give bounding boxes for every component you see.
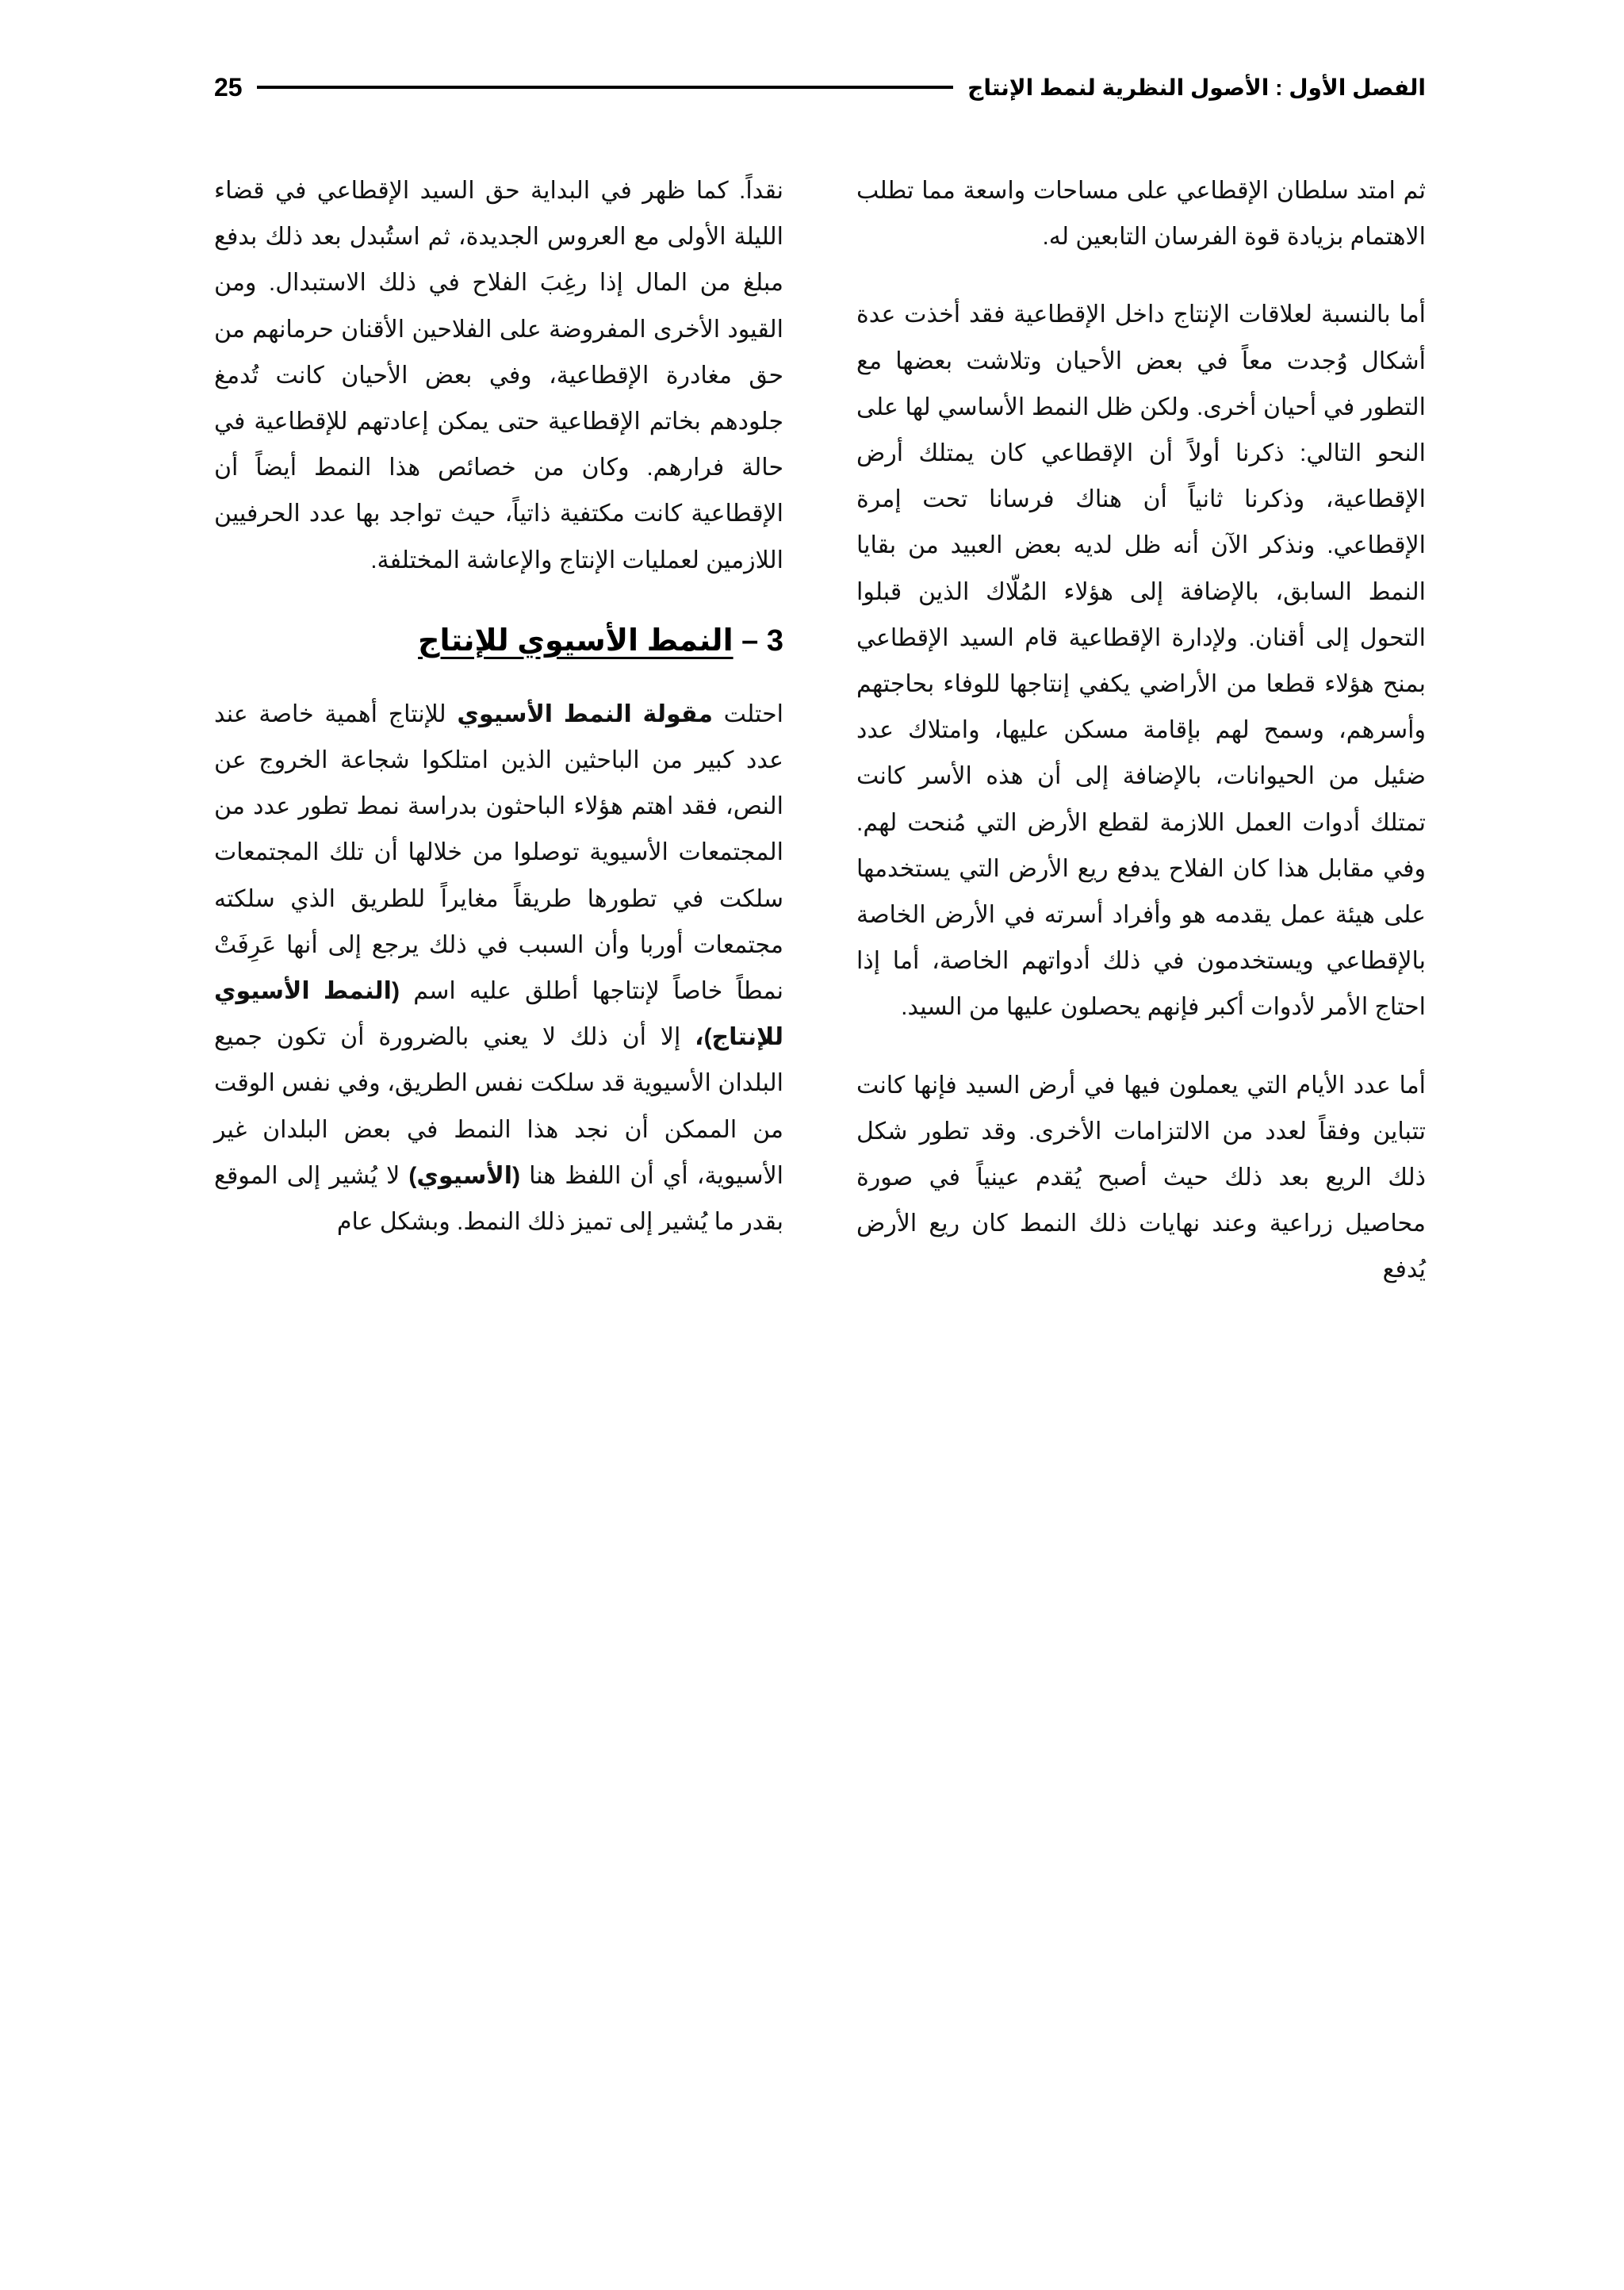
right-column: [856, 168, 1426, 1294]
paragraph: نقداً. كما ظهر في البداية حق السيد الإقطاعي في قضاء الليلة الأولى مع العروس الجديدة، ثم استُبدل بعد ذلك بدفع مبلغ من المال إذا رغِبَ الفلاح في ذلك الاستبدال. ومن القيود الأخرى المفروضة على الفلاحين الأقنان حرمانهم من حق مغادرة الإقطاعية، وفي بعض الأحيان كانت تُدمغ جلودهم بخاتم الإقطاعية حتى يمكن إعادتهم للإقطاعية في حالة فرارهم. وكان من خصائص هذا النمط أيضاً أن الإقطاعية كانت مكتفية ذاتياً، حيث تواجد بها عدد الحرفيين اللازمين لعمليات الإنتاج والإعاشة المختلفة.: [214, 178, 783, 573]
section-title: النمط الأسيوي للإنتاج: [418, 623, 733, 658]
text-run: احتلت: [723, 700, 783, 727]
bold-term: (النمط الأسيوي للإنتاج)،: [214, 978, 783, 1051]
paragraph: أما عدد الأيام التي يعملون فيها في أرض السيد فإنها كانت تتباين وفقاً لعدد من الالتزامات الأخرى. وقد تطور شكل ذلك الريع بعد ذلك حيث أصبح يُقدم عينياً في صورة محاصيل زراعية وعند نهايات ذلك النمط كان ريع الأرض يُدفع: [856, 1072, 1426, 1283]
bold-term: مقولة النمط الأسيوي: [457, 700, 713, 727]
text-run: لا يُشير إلى الموقع بقدر ما يُشير إلى تميز ذلك النمط. وبشكل عام: [214, 1162, 783, 1236]
paragraph: [214, 692, 783, 1245]
chapter-title: الفصل الأول : الأصول النظرية لنمط الإنتاج: [967, 75, 1426, 100]
section-number: 3 –: [741, 623, 783, 658]
bold-term: (الأسيوي): [408, 1162, 520, 1189]
page-number: 25: [214, 72, 243, 102]
text-run: للإنتاج أهمية خاصة عند عدد كبير من الباحثين الذين امتلكوا شجاعة الخروج عن النص، فقد اهتم هؤلاء الباحثون بدراسة نمط تطور عدد من المجتمعات الأسيوية توصلوا من خلالها أن تلك المجتمعات سلكت في تطورها طريقاً مغايراً للطريق الذي سلكته مجتمعات أوربا وأن السبب في ذلك يرجع إلى أنها عَرِفَتْ نمطاً خاصاً لإنتاجها أطلق عليه اسم: [214, 700, 784, 1005]
page-header: [214, 63, 1426, 111]
paragraph: أما بالنسبة لعلاقات الإنتاج داخل الإقطاعية فقد أخذت عدة أشكال وُجدت معاً في بعض الأحيان وتلاشت بعضها مع التطور في أحيان أخرى. ولكن ظل النمط الأساسي لها على النحو التالي: ذكرنا أولاً أن الإقطاعي كان يمتلك أرض الإقطاعية، وذكرنا ثانياً أن هناك فرسانا تحت إمرة الإقطاعي. ونذكر الآن أنه ظل لديه بعض العبيد من بقايا النمط السابق، بالإضافة إلى هؤلاء المُلّاك الذين قبلوا التحول إلى أقنان. ولإدارة الإقطاعية قام السيد الإقطاعي بمنح هؤلاء قطعا من الأراضي يكفي إنتاجها للوفاء بحاجتهم وأسرهم، وسمح لهم بإقامة مسكن عليها، وامتلاك عدد ضئيل من الحيوانات، بالإضافة إلى أن هذه الأسر كانت تمتلك أدوات العمل اللازمة لقطع الأرض التي مُنحت لهم. وفي مقابل هذا كان الفلاح يدفع ريع الأرض التي يستخدمها على هيئة عمل يقدمه هو وأفراد أسرته في الأرض الخاصة بالإقطاعي ويستخدمون في ذلك أدواتهم الخاصة، أما إذا احتاج الأمر لأدوات أكبر فإنهم يحصلون عليها من السيد.: [856, 301, 1426, 1021]
section-heading: [214, 617, 783, 665]
header-rule: [257, 86, 954, 89]
text-run: إلا أن ذلك لا يعني بالضرورة أن تكون جميع البلدان الأسيوية قد سلكت نفس الطريق، وفي نفس الوقت من الممكن أن نجد هذا النمط في بعض البلدان غير الأسيوية، أي أن اللفظ هنا: [214, 1024, 784, 1189]
paragraph: ثم امتد سلطان الإقطاعي على مساحات واسعة مما تطلب الاهتمام بزيادة قوة الفرسان التابعين له.: [856, 178, 1426, 251]
left-column: [214, 168, 783, 1245]
